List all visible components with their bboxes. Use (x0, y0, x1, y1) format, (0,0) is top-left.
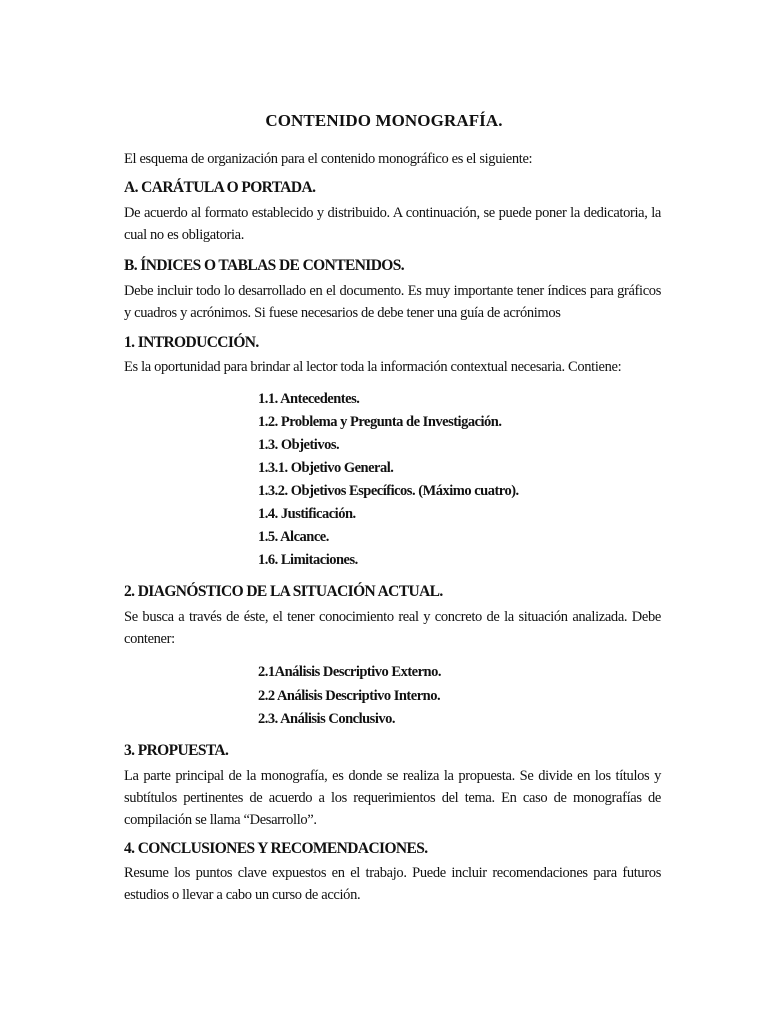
list-item: 1.3. Objetivos. (258, 437, 340, 453)
section-text-diagnostico: Se busca a través de éste, el tener conocimiento real y concreto de la situación analizada. Debe contener: (124, 609, 661, 647)
list-item: 2.2 Análisis Descriptivo Interno. (258, 687, 441, 704)
section-text-propuesta: La parte principal de la monografía, es donde se realiza la propuesta. Se divide en los títulos y subtítulos pertinentes de acuerdo a los requerimientos del tema. En caso de monografías de compilación se llama “Desarrollo”. (124, 768, 661, 828)
list-item: 1.5. Alcance. (258, 529, 329, 545)
list-item: 1.3.1. Objetivo General. (258, 460, 394, 476)
list-item: 1.1. Antecedentes. (258, 391, 360, 407)
section-text-introduccion: Es la oportunidad para brindar al lector toda la información contextual necesaria. Contiene: (124, 359, 622, 375)
list-item: 2.3. Análisis Conclusivo. (258, 711, 395, 727)
list-item: 1.4. Justificación. (258, 506, 356, 522)
diagnostico-subsection-list (258, 661, 441, 732)
section-heading-indices: B. ÍNDICES O TABLAS DE CONTENIDOS. (124, 257, 405, 274)
document-title: CONTENIDO MONOGRAFÍA. (265, 111, 503, 130)
list-item: 2.1Análisis Descriptivo Externo. (258, 664, 441, 680)
intro-paragraph: El esquema de organización para el contenido monográfico es el siguiente: (124, 151, 533, 167)
section-heading-diagnostico: 2. DIAGNÓSTICO DE LA SITUACIÓN ACTUAL. (124, 583, 443, 600)
section-heading-introduccion: 1. INTRODUCCIÓN. (124, 334, 259, 351)
section-text-indices: Debe incluir todo lo desarrollado en el documento. Es muy importante tener índices para gráficos y cuadros y acrónimos. Si fuese necesarios de debe tener una guía de acrónimos (124, 283, 661, 321)
section-heading-conclusiones: 4. CONCLUSIONES Y RECOMENDACIONES. (124, 840, 428, 857)
section-text-caratula: De acuerdo al formato establecido y distribuido. A continuación, se puede poner la dedicatoria, la cual no es obligatoria. (124, 205, 661, 243)
list-item: 1.3.2. Objetivos Específicos. (Máximo cuatro). (258, 483, 519, 499)
section-heading-caratula: A. CARÁTULA O PORTADA. (124, 179, 316, 196)
section-text-conclusiones: Resume los puntos clave expuestos en el trabajo. Puede incluir recomendaciones para futuros estudios o llevar a cabo un curso de acción. (124, 865, 661, 903)
section-heading-propuesta: 3. PROPUESTA. (124, 742, 229, 759)
introduccion-subsection-list (258, 388, 519, 572)
list-item: 1.6. Limitaciones. (258, 552, 358, 568)
list-item: 1.2. Problema y Pregunta de Investigación. (258, 414, 502, 430)
